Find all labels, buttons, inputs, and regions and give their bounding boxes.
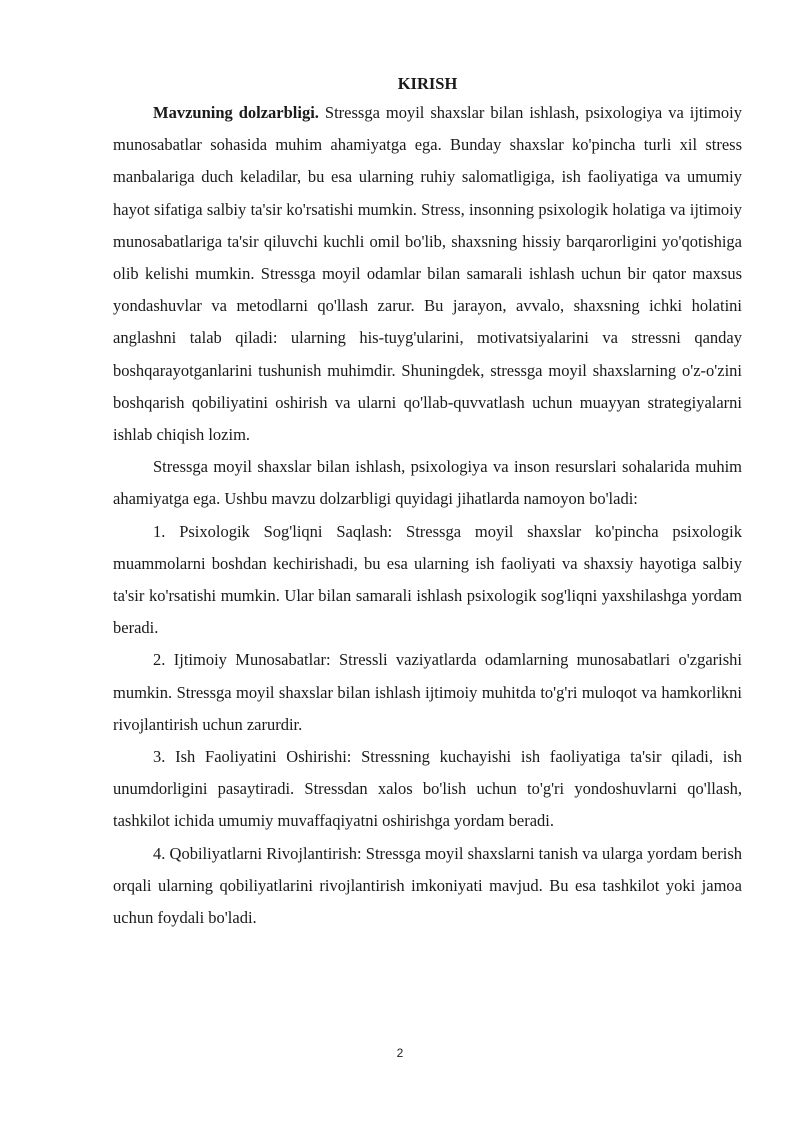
list-item-social-relations: 2. Ijtimoiy Munosabatlar: Stressli vaziyatlarda odamlarning munosabatlari o'zgarishi mumkin. Stressga moyil shaxslar bilan ishlash ijtimoiy muhitda to'g'ri muloqot va hamkorlikni rivojlantirish uchun zarurdir. <box>113 650 742 734</box>
list-item-psychological-health: 1. Psixologik Sog'liqni Saqlash: Stressga moyil shaxslar ko'pincha psixologik muammolarni boshdan kechirishadi, bu esa ularning ish faoliyati va shaxsiy hayotiga salbiy ta'sir ko'rsatishi mumkin. Ular bilan samarali ishlash psixologik sog'liqni yaxshilashga yordam beradi. <box>113 521 742 638</box>
document-page <box>113 73 742 934</box>
page-title: KIRISH <box>397 74 458 93</box>
intro-text: Stressga moyil shaxslar bilan ishlash, psixologiya va ijtimoiy munosabatlar sohasida muhim ahamiyatga ega. Bunday shaxslar ko'pincha turli xil stress manbalariga duch keladilar, bu esa ularning ruhiy salomatligiga, ish faoliyatiga va umumiy hayot sifatiga salbiy ta'sir ko'rsatishi mumkin. Stress, insonning psixologik holatiga va ijtimoiy munosabatlariga ta'sir qiluvchi kuchli omil bo'lib, shaxsning hissiy barqarorligini yo'qotishiga olib kelishi mumkin. Stressga moyil odamlar bilan samarali ishlash uchun bir qator maxsus yondashuvlar va metodlarni qo'llash zarur. Bu jarayon, avvalo, shaxsning ichki holatini anglashni talab qiladi: ularning his-tuyg'ularini, motivatsiyalarini va stressni qanday boshqarayotganlarini tushunish muhimdir. Shuningdek, stressga moyil shaxslarning o'z-o'zini boshqarish qobiliyatini oshirish va ularni qo'llab-quvvatlash uchun muayyan strategiyalarni ishlab chiqish lozim. <box>113 103 742 445</box>
page-number: 2 <box>396 1046 404 1060</box>
list-item-work-performance: 3. Ish Faoliyatini Oshirishi: Stressning kuchayishi ish faoliyatiga ta'sir qiladi, ish unumdorligini pasaytiradi. Stressdan xalos bo'lish uchun to'g'ri yondoshuvlarni qo'llash, tashkilot ichida umumiy muvaffaqiyatni oshirishga yordam beradi. <box>113 747 742 831</box>
relevance-paragraph: Stressga moyil shaxslar bilan ishlash, psixologiya va inson resurslari sohalarida muhim ahamiyatga ega. Ushbu mavzu dolzarbligi quyidagi jihatlarda namoyon bo'ladi: <box>113 457 742 509</box>
intro-lead: Mavzuning dolzarbligi. <box>153 103 319 122</box>
list-item-abilities: 4. Qobiliyatlarni Rivojlantirish: Stressga moyil shaxslarni tanish va ularga yordam berish orqali ularning qobiliyatlarini rivojlantirish imkoniyati mavjud. Bu esa tashkilot yoki jamoa uchun foydali bo'ladi. <box>113 843 742 928</box>
intro-paragraph <box>113 97 742 451</box>
